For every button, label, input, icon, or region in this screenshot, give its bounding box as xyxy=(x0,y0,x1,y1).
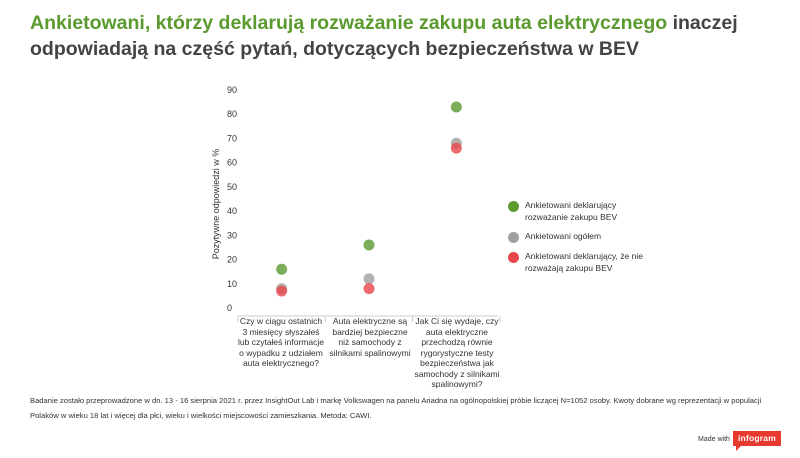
y-axis-label: Pozytywne odpowiedzi w % xyxy=(211,148,221,260)
legend-label: Ankietowani deklarujący, że nie rozważają zakupu BEV xyxy=(525,251,643,273)
y-tick-label: 70 xyxy=(227,133,238,144)
footnote-line: Polaków w wieku 18 lat i więcej dla płci, wieku i wielkości miejscowości zamieszkania. Metoda: CAWI. xyxy=(30,411,372,420)
chart-title-highlight: Ankietowani, którzy deklarują rozważanie zakupu auta elektrycznego xyxy=(30,12,668,34)
legend-label: Ankietowani deklarujący rozważanie zakupu BEV xyxy=(525,200,618,222)
legend-dot-icon xyxy=(508,232,519,243)
legend-label: Ankietowani ogółem xyxy=(525,231,602,241)
y-tick-label: 40 xyxy=(227,206,238,217)
legend-dot-icon xyxy=(508,201,519,212)
y-tick-label: 10 xyxy=(227,278,238,289)
footnote-line: Badanie zostało przeprowadzone w dn. 13 - 16 sierpnia 2021 r. przez InsightOut Lab i markę Volkswagen na panelu Ariadna na ogólnopolskiej próbie liczącej N=1052 osoby. Kwoty dobrane wg reprezentacji w populacji xyxy=(30,396,762,405)
data-point xyxy=(451,143,462,154)
chart-title-rest: inaczej odpowiadają na część pytań, dotyczących bezpieczeństwa w BEV xyxy=(30,12,738,60)
legend-dot-icon xyxy=(508,252,519,263)
y-tick-label: 80 xyxy=(227,109,238,120)
footnote xyxy=(30,393,770,423)
legend-item[interactable] xyxy=(508,200,648,223)
y-tick-label: 30 xyxy=(227,230,238,241)
data-point xyxy=(276,286,287,297)
category-label: Czy w ciągu ostatnich 3 miesięcy słyszałeś lub czytałeś informacje o wypadku z udziałem auta elektrycznego? xyxy=(238,316,324,368)
y-tick-label: 20 xyxy=(227,254,238,265)
infogram-logo[interactable]: infogram xyxy=(733,431,781,446)
y-tick-label: 50 xyxy=(227,181,238,192)
data-point xyxy=(364,273,375,284)
category-label: Auta elektryczne są bardziej bezpieczne niż samochody z silnikami spalinowymi xyxy=(329,316,411,358)
y-tick-label: 90 xyxy=(227,85,238,95)
made-with-label: Made with xyxy=(698,436,730,443)
legend-item[interactable] xyxy=(508,251,648,274)
data-point xyxy=(364,283,375,294)
legend-item[interactable] xyxy=(508,231,648,243)
y-tick-label: 60 xyxy=(227,157,238,168)
chart-legend xyxy=(508,200,648,282)
category-label: Jak Ci się wydaje, czy auta elektryczne przechodzą równie rygorystyczne testy bezpieczeństwa jak samochody z silnikami spalinowymi? xyxy=(414,316,500,389)
data-point xyxy=(276,264,287,275)
data-point xyxy=(451,101,462,112)
y-tick-label: 0 xyxy=(227,303,233,313)
data-point xyxy=(364,240,375,251)
